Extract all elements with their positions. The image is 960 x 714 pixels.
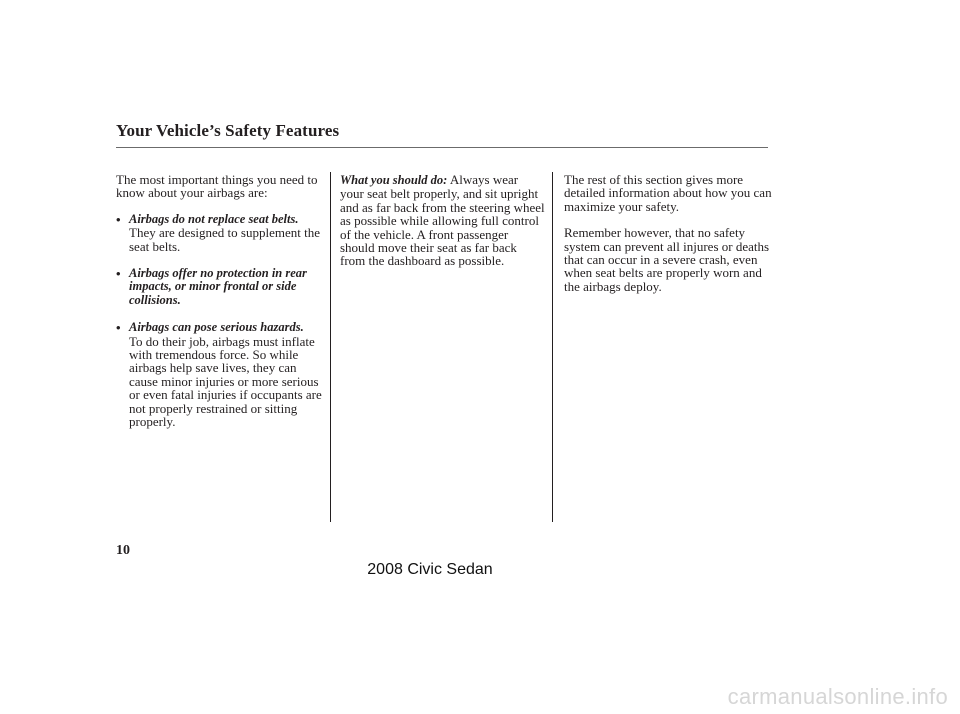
bullet-item [116,267,326,307]
run-in-heading: What you should do: [340,173,448,187]
header-divider [116,147,768,148]
section-header-title: Your Vehicle’s Safety Features [116,121,340,140]
bullet-heading: Airbags can pose serious hazards. [129,320,304,335]
bullet-icon: • [116,266,121,282]
bullet-icon: • [116,211,121,227]
safety-info-paragraph: The rest of this section gives more detailed information about how you can maximize your safety. [564,172,772,214]
column-divider-right [552,172,553,522]
model-label: 2008 Civic Sedan [367,561,493,578]
bullet-heading: Airbags offer no protection in rear impacts, or minor frontal or side collisions. [129,266,307,307]
safety-disclaimer-paragraph: Remember however, that no safety system can prevent all injures or deaths that can occur in a severe crash, even when seat belts are properly worn and the airbags deploy. [564,225,770,294]
bullet-item [116,321,326,428]
intro-paragraph: The most important things you need to know about your airbags are: [116,172,318,201]
page-number: 10 [116,543,130,558]
column-3 [564,173,779,293]
column-1 [116,173,326,429]
bullet-body: To do their job, airbags must inflate with tremendous force. So while airbags help save lives, they can cause minor injuries or more serious or even fatal injuries if occupants are not properly restrained or sitting properly. [129,333,322,430]
bullet-item [116,213,326,253]
site-watermark: carmanualsonline.info [727,684,948,709]
bullet-body: They are designed to supplement the seat belts. [129,225,320,254]
run-in-body: Always wear your seat belt properly, and sit upright and as far back from the steering wheel as possible while allowing full control of the vehicle. A front passenger should move their seat as far back from the dashboard as possible. [340,172,545,269]
column-divider-left [330,172,331,522]
column-2 [340,173,545,268]
what-you-should-do-paragraph [340,173,545,268]
bullet-icon: • [116,320,121,336]
bullet-heading: Airbags do not replace seat belts. [129,211,299,226]
